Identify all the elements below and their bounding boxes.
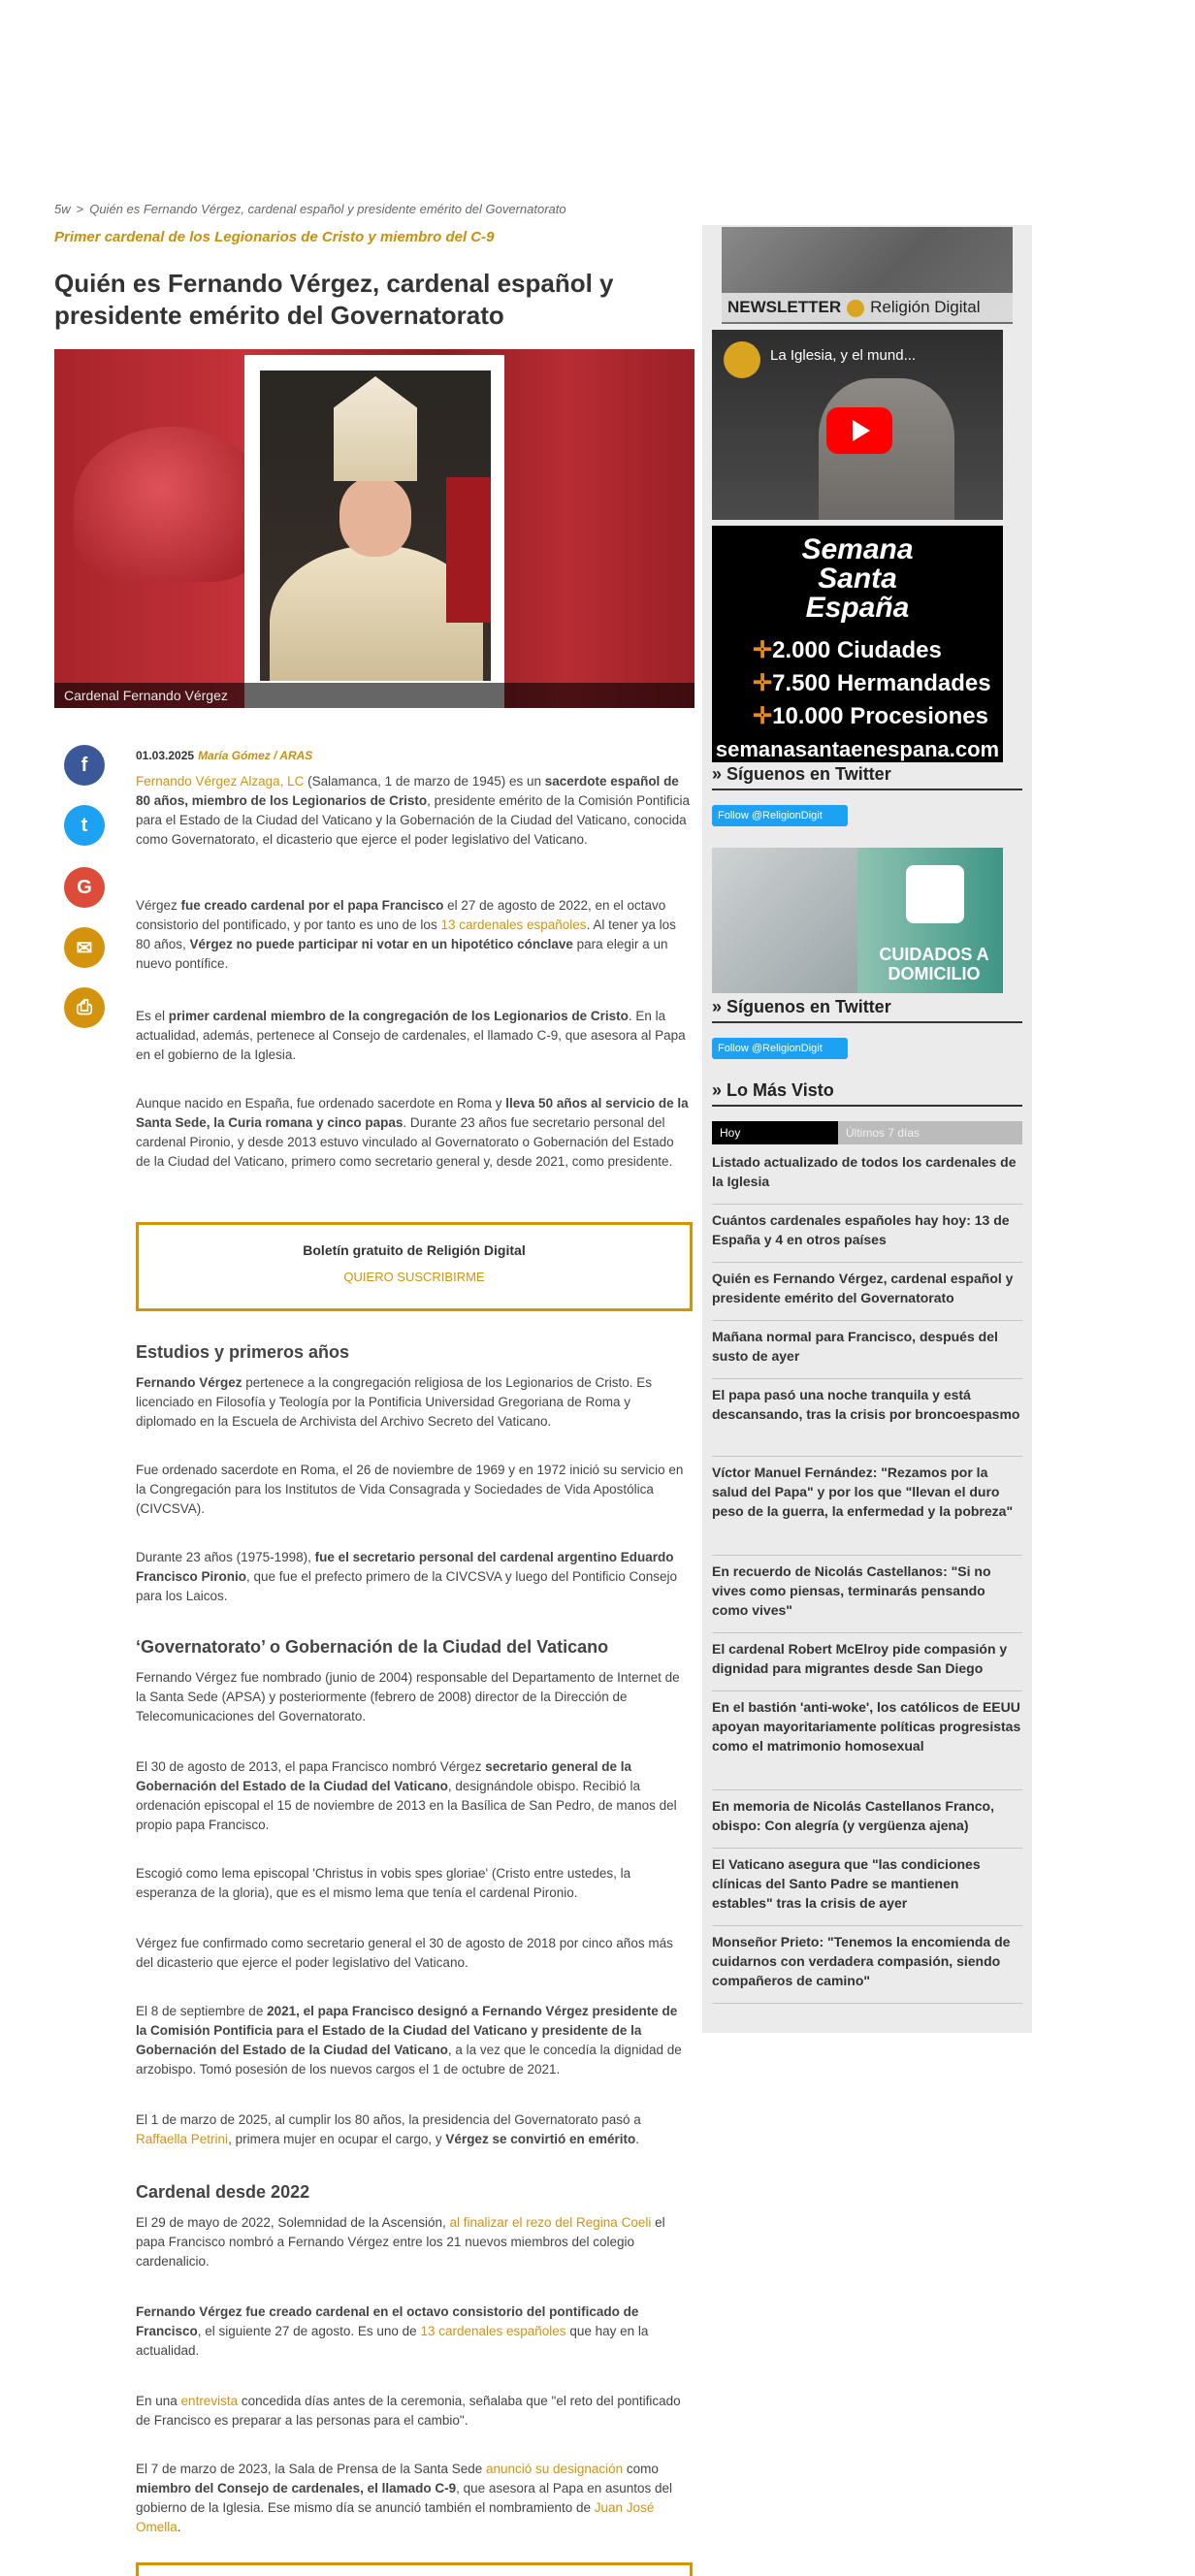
image-caption: Cardenal Fernando Vérgez	[54, 683, 694, 708]
paragraph-16: En una entrevista concedida días antes de la ceremonia, señalaba que "el reto del pontificado de Francisco es preparar a las personas para el cambio".	[136, 2394, 681, 2428]
semana-santa-ad[interactable]: Semana Santa España ✛2.000 Ciudades ✛7.500 Hermandades ✛10.000 Procesiones semanasantaenespana.com	[712, 526, 1003, 762]
article-meta	[136, 749, 312, 762]
cardinal-hat-graphic	[74, 427, 268, 582]
twitter-share-button[interactable]	[64, 805, 105, 846]
newsletter-box	[136, 1222, 693, 1311]
most-read-item[interactable]: Monseñor Prieto: "Tenemos la encomienda de cuidarnos con verdadera compasión, siendo compañeros de camino"	[712, 1932, 1022, 2004]
most-read-item[interactable]: Cuántos cardenales españoles hay hoy: 13 de España y 4 en otros países	[712, 1210, 1022, 1263]
petrini-link[interactable]: Raffaella Petrini	[136, 2132, 229, 2146]
print-icon: ⎙	[77, 996, 92, 1018]
google-icon: G	[77, 876, 92, 898]
section-heading: Estudios y primeros años	[136, 1342, 350, 1362]
most-read-heading: » Lo Más Visto	[712, 1080, 1022, 1107]
paragraph-13: El 1 de marzo de 2025, al cumplir los 80 años, la presidencia del Governatorato pasó a Raffaella Petrini, primera mujer en ocupar el cargo, y Vérgez se convirtió en emérito.	[136, 2112, 641, 2146]
print-share-button[interactable]	[64, 987, 105, 1028]
person-link[interactable]: Fernando Vérgez Alzaga, LC	[136, 774, 305, 789]
article-hero-image	[54, 349, 694, 708]
most-read-item[interactable]: En recuerdo de Nicolás Castellanos: "Si no vives como piensas, terminarás pensando como vives"	[712, 1562, 1022, 1633]
paragraph-14: El 29 de mayo de 2022, Solemnidad de la Ascensión, al finalizar el rezo del Regina Coeli el papa Francisco nombró a Fernando Vérgez entre los 21 nuevos miembros del colegio cardenalicio.	[136, 2215, 665, 2269]
tab-today[interactable]: Hoy	[712, 1121, 838, 1144]
cardinal-portrait	[260, 370, 491, 681]
article-author[interactable]: María Gómez / ARAS	[198, 749, 313, 762]
cardenales-link[interactable]: 13 cardenales españoles	[420, 2324, 566, 2338]
newsletter-banner-label[interactable]: NEWSLETTER Religión Digital	[722, 293, 1013, 322]
paragraph-9: El 30 de agosto de 2013, el papa Francisco nombró Vérgez secretario general de la Gobernación del Estado de la Ciudad del Vaticano, designándole obispo. Recibió la ordenación episcopal el 15 de noviembre de 2013 en la Basílica de San Pedro, de manos del propio papa Francisco.	[136, 1759, 677, 1832]
article-kicker: Primer cardenal de los Legionarios de Cristo y miembro del C-9	[54, 229, 495, 245]
designacion-link[interactable]: anunció su designación	[486, 2462, 624, 2476]
paragraph-7: Durante 23 años (1975-1998), fue el secretario personal del cardenal argentino Eduardo Francisco Pironio, que fue el prefecto primero de la CIVCSVA y luego del Pontificio Consejo para los Laicos.	[136, 1550, 678, 1603]
twitter-icon: t	[81, 814, 88, 836]
article-date: 01.03.2025	[136, 749, 195, 762]
paragraph-10: Escogió como lema episcopal 'Christus in vobis spes gloriae' (Cristo entre ustedes, la esperanza de la gloria), que es el mismo lema que tenía el cardenal Pironio.	[136, 1866, 631, 1900]
paragraph-12: El 8 de septiembre de 2021, el papa Francisco designó a Fernando Vérgez presidente de la Comisión Pontificia para el Estado de la Ciudad del Vaticano y presidente de la Gobernación del Estado de la Ciudad del Vaticano, a la vez que le concedía la dignidad de arzobispo. Tomó posesión de los nuevos cargos el 1 de octubre de 2021.	[136, 2004, 682, 2077]
twitter-heading: » Síguenos en Twitter	[712, 764, 1022, 790]
cardenales-link[interactable]: 13 cardenales españoles	[440, 918, 587, 932]
play-icon	[853, 420, 870, 441]
twitter-follow-button[interactable]: Follow @ReligionDigit	[712, 805, 848, 826]
most-read-tabs	[712, 1121, 1022, 1144]
entrevista-link[interactable]: entrevista	[180, 2394, 239, 2408]
paragraph-2: Vérgez fue creado cardenal por el papa Francisco el 27 de agosto de 2022, en el octavo consistorio del pontificado, y por tanto es uno de los 13 cardenales españoles. Al tener ya los 80 años, Vérgez no puede participar ni votar en un hipotético cónclave para elegir a un nuevo pontífice.	[136, 898, 676, 971]
regina-coeli-link[interactable]: al finalizar el rezo del Regina Coeli	[449, 2215, 652, 2230]
most-read-item[interactable]: Víctor Manuel Fernández: "Rezamos por la salud del Papa" y por los que "llevan el duro peso de la guerra, la enfermedad y la pobreza"	[712, 1463, 1022, 1556]
paragraph-17: El 7 de marzo de 2023, la Sala de Prensa de la Santa Sede anunció su designación como miembro del Consejo de cardenales, el llamado C-9, que asesora al Papa en asuntos del gobierno de la Iglesia. Ese mismo día se anunció también el nombramiento de Juan José Omella.	[136, 2462, 673, 2534]
most-read-item[interactable]: El cardenal Robert McElroy pide compasión y dignidad para migrantes desde San Diego	[712, 1639, 1022, 1691]
most-read-item[interactable]: Listado actualizado de todos los cardenales de la Iglesia	[712, 1152, 1022, 1205]
tab-last-7-days[interactable]: Últimos 7 días	[838, 1121, 1022, 1144]
email-share-button[interactable]	[64, 927, 105, 968]
breadcrumb-separator: >	[76, 202, 84, 216]
paragraph-8: Fernando Vérgez fue nombrado (junio de 2004) responsable del Departamento de Internet de la Santa Sede (APSA) y posteriormente (febrero de 2008) director de la Dirección de Telecomunicaciones del Governatorato.	[136, 1670, 680, 1723]
most-read-item[interactable]: Quién es Fernando Vérgez, cardenal español y presidente emérito del Governatorato	[712, 1269, 1022, 1321]
paragraph-15: Fernando Vérgez fue creado cardenal en el octavo consistorio del pontificado de Francisco, el siguiente 27 de agosto. Es uno de 13 cardenales españoles que hay en la actualidad.	[136, 2304, 649, 2358]
paragraph-3: Es el primer cardenal miembro de la congregación de los Legionarios de Cristo. En la actualidad, además, pertenece al Consejo de cardenales, el llamado C-9, que asesora al Papa en el gobierno de la Iglesia.	[136, 1009, 686, 1062]
channel-avatar-icon	[724, 341, 760, 378]
most-read-item[interactable]: El papa pasó una noche tranquila y está descansando, tras la crisis por broncoespasmo	[712, 1385, 1022, 1457]
paragraph-11: Vérgez fue confirmado como secretario general el 30 de agosto de 2018 por cinco años más del dicasterio que ejerce el poder legislativo del Vaticano.	[136, 1936, 673, 1970]
google-share-button[interactable]	[64, 867, 105, 908]
twitter-heading: » Síguenos en Twitter	[712, 997, 1022, 1023]
paragraph-5: Fernando Vérgez pertenece a la congregación religiosa de los Legionarios de Cristo. Es licenciado en Filosofía y Teología por la Pontificia Universidad Gregoriana de Roma y diplomado en la Escuela de Archivista del Archivo Secreto del Vaticano.	[136, 1375, 653, 1429]
article-title: Quién es Fernando Vérgez, cardenal español y presidente emérito del Governatorato	[54, 269, 614, 330]
most-read-item[interactable]: En memoria de Nicolás Castellanos Franco, obispo: Con alegría (y vergüenza ajena)	[712, 1796, 1022, 1849]
paragraph-6: Fue ordenado sacerdote en Roma, el 26 de noviembre de 1969 y en 1972 inició su servicio en la Congregación para los Institutos de Vida Consagrada y Sociedades de Vida Apostólica (CIVCSVA).	[136, 1463, 684, 1516]
paragraph-1: Fernando Vérgez Alzaga, LC (Salamanca, 1 de marzo de 1945) es un sacerdote español de 80 años, miembro de los Legionarios de Cristo, presidente emérito de la Comisión Pontificia para el Estado de la Ciudad del Vaticano y la Gobernación de la Ciudad del Vaticano, conocida como Governatorato, el dicasterio que ejerce el poder legislativo del Vaticano.	[136, 774, 690, 847]
breadcrumb-home-link[interactable]: 5w	[54, 202, 71, 216]
most-read-item[interactable]: En el bastión 'anti-woke', los católicos de EEUU apoyan mayoritariamente políticas progresistas como el matrimonio homosexual	[712, 1697, 1022, 1790]
most-read-item[interactable]: Mañana normal para Francisco, después del susto de ayer	[712, 1327, 1022, 1379]
newsletter-box-title: Boletín gratuito de Religión Digital	[303, 1242, 526, 1258]
twitter-follow-button[interactable]: Follow @ReligionDigit	[712, 1038, 848, 1059]
home-care-ad[interactable]: CUIDADOS A DOMICILIO	[712, 848, 1003, 993]
video-title[interactable]: La Iglesia, y el mund...	[770, 347, 917, 364]
section-heading: Cardenal desde 2022	[136, 2182, 310, 2202]
newsletter-box-2	[136, 2562, 693, 2576]
section-heading: ‘Governatorato’ o Gobernación de la Ciudad del Vaticano	[136, 1637, 609, 1657]
paragraph-4: Aunque nacido en España, fue ordenado sacerdote en Roma y lleva 50 años al servicio de la Santa Sede, la Curia romana y cinco papas. Durante 23 años fue secretario personal del cardenal Pironio, y desde 2013 estuvo vinculado al Governatorato o Gobernación del Estado de la Ciudad del Vaticano, primero como secretario general y, desde 2021, como presidente.	[136, 1096, 689, 1169]
video-embed[interactable]	[712, 330, 1003, 520]
brand-logo-icon	[906, 865, 964, 923]
breadcrumb	[54, 202, 566, 216]
religion-digital-logo-icon	[847, 300, 864, 317]
omella-link[interactable]: Juan José Omella	[136, 2500, 655, 2534]
subscribe-link[interactable]: QUIERO SUSCRIBIRME	[343, 1270, 485, 1284]
email-icon: ✉	[76, 937, 93, 959]
breadcrumb-current: Quién es Fernando Vérgez, cardenal español y presidente emérito del Governatorato	[89, 202, 566, 216]
most-read-item[interactable]: El Vaticano asegura que "las condiciones clínicas del Santo Padre se mantienen estables" tras la crisis de ayer	[712, 1854, 1022, 1926]
facebook-icon: f	[81, 754, 88, 776]
facebook-share-button[interactable]	[64, 745, 105, 786]
